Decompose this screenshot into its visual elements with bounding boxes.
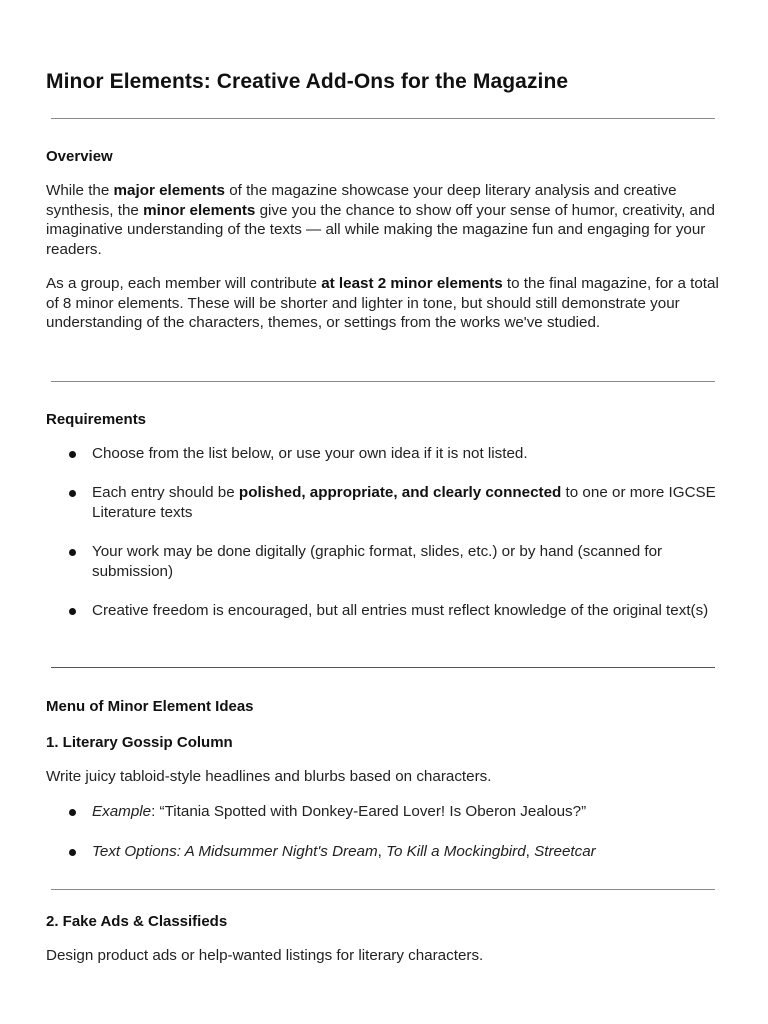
divider [51,381,715,382]
menu-heading: Menu of Minor Element Ideas [46,698,254,715]
section-heading-fake-ads: 2. Fake Ads & Classifieds [46,913,228,930]
overview-paragraph-2: As a group, each member will contribute at least 2 minor elements to the final magazine, for a total of 8 minor elements. These will be shorter and lighter in tone, but should still demonstrate your understanding of the characters, themes, or settings from the works we've studied. [46,275,719,332]
overview-paragraph-1: While the major elements of the magazine showcase your deep literary analysis and creative synthesis, the minor elements give you the chance to show off your sense of humor, creativity, and imaginative understanding of the texts — all while making the magazine fun and engaging for your readers. [46,182,715,258]
section-description: Design product ads or help-wanted listings for literary characters. [46,947,484,964]
bullet-icon [69,608,76,615]
bullet-icon [69,809,76,816]
bullet-icon [69,549,76,556]
divider [51,118,715,119]
bullet-icon [69,849,76,856]
requirements-heading: Requirements [46,411,147,428]
overview-heading: Overview [46,148,113,165]
bullet-icon [69,451,76,458]
section-heading-gossip-column: 1. Literary Gossip Column [46,734,233,751]
section-description: Write juicy tabloid-style headlines and blurbs based on characters. [46,768,492,785]
divider [51,889,715,890]
bullet-icon [69,490,76,497]
divider [51,667,715,668]
page-title: Minor Elements: Creative Add-Ons for the Magazine [46,70,569,93]
